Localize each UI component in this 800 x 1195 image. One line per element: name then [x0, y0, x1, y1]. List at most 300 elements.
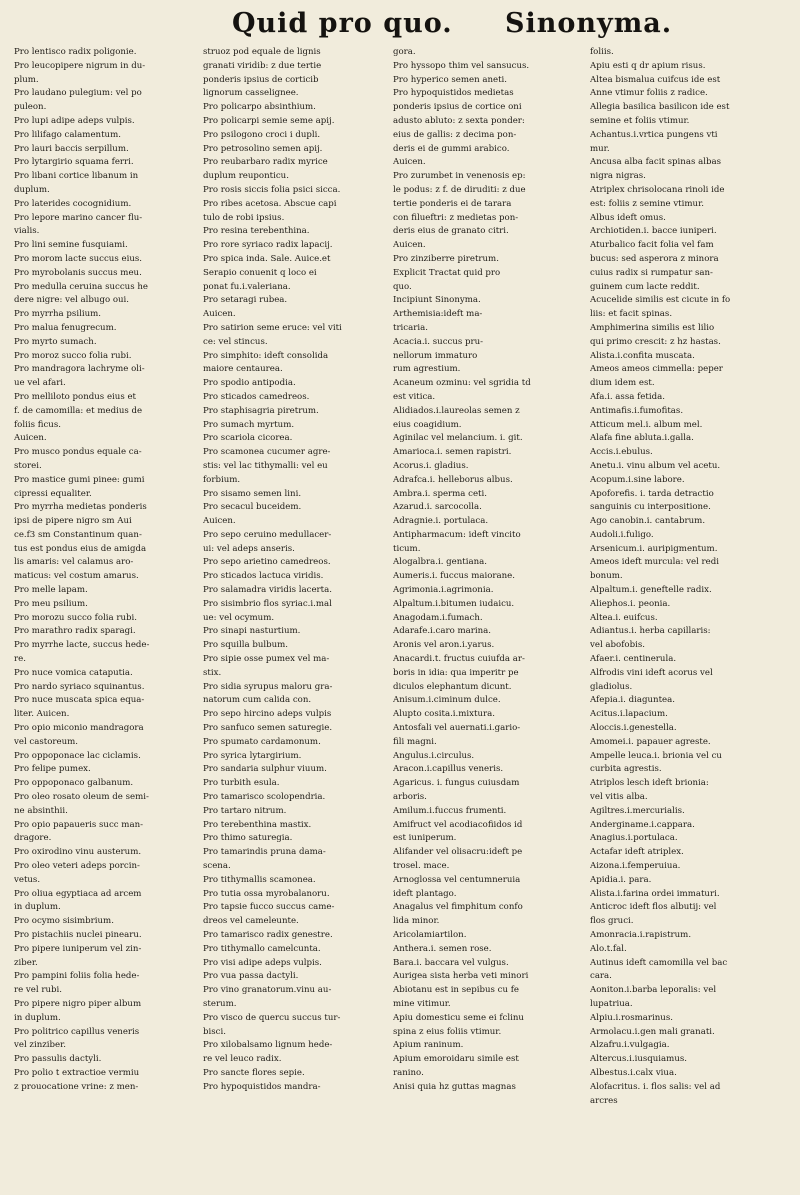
text-line: dere nigre: vel albugo oui.: [14, 295, 130, 306]
text-line: Pro myrrha medietas ponderis: [14, 502, 147, 513]
text-line: Auicen.: [203, 309, 236, 320]
text-line: Pro ocymo sisimbrium.: [14, 916, 114, 927]
text-line: stix.: [203, 667, 222, 678]
text-line: Pro visco de quercu succus tur-: [203, 1012, 341, 1023]
text-line: nellorum immaturo: [393, 350, 478, 361]
text-line: Pro myrrhe lacte, succus hede-: [14, 640, 150, 651]
text-line: vel vitis alba.: [590, 792, 648, 803]
text-line: ticum.: [393, 543, 421, 554]
text-line: forbium.: [203, 474, 241, 485]
text-line: Pro salamadra viridis lacerta.: [203, 585, 332, 596]
text-line: Afa.i. assa fetida.: [590, 391, 665, 402]
text-line: liis: et facit spinas.: [590, 309, 673, 320]
text-line: Atriplos lesch ideft brionia:: [590, 778, 709, 789]
text-line: foliis ficus.: [14, 419, 61, 430]
text-line: Archiotiden.i. bacce iuniperi.: [590, 226, 717, 237]
text-line: Amonracia.i.rapistrum.: [590, 930, 692, 940]
text-line: mur.: [590, 143, 610, 154]
text-line: Alista.i.farina ordei immaturi.: [590, 888, 720, 899]
text-line: Pro sticados camedreos.: [203, 391, 310, 402]
text-line: ranino.: [393, 1067, 424, 1078]
text-line: dreos vel cameleunte.: [203, 916, 299, 927]
text-line: Pro sisamo semen lini.: [203, 488, 302, 499]
text-line: re vel leuco radix.: [203, 1054, 282, 1065]
text-line: Angulus.i.circulus.: [393, 750, 475, 761]
running-head-left: Quid pro quo.: [232, 8, 453, 39]
text-line: tertie ponderis ei de tarara: [393, 198, 512, 209]
text-line: Auicen.: [14, 433, 47, 444]
text-line: ideft plantago.: [393, 888, 457, 899]
text-line: Pro myrrha psilium.: [14, 309, 101, 320]
text-line: Afepia.i. diaguntea.: [590, 695, 675, 706]
text-line: maiore centaurea.: [203, 364, 283, 375]
text-line: Pro spica inda. Sale. Auice.et: [203, 253, 331, 264]
text-line: quo.: [393, 281, 412, 292]
text-line: Pro sipie osse pumex vel ma-: [203, 654, 330, 665]
text-line: Pro melle lapam.: [14, 585, 88, 596]
text-line: Pro musco pondus equale ca-: [14, 447, 142, 458]
text-line: Alpiu.i.rosmarinus.: [590, 1012, 673, 1023]
text-line: re vel rubi.: [14, 985, 62, 996]
text-line: Aizona.i.femperuiua.: [590, 861, 681, 872]
text-line: mine vitimur.: [393, 998, 451, 1009]
text-line: ue vel afari.: [14, 378, 66, 389]
text-line: Acaneum ozminu: vel sgridia td: [393, 378, 531, 389]
text-line: granati viridib: z due tertie: [203, 60, 322, 71]
text-line: Pro moroz succo folia rubi.: [14, 350, 132, 361]
text-line: Pro lentisco radix poligonie.: [14, 47, 137, 57]
text-line: in duplum.: [14, 902, 61, 913]
text-line: arboris.: [393, 792, 427, 803]
text-line: Atriplex chrisolocana rinoli ide: [590, 184, 725, 195]
text-line: Anthera.i. semen rose.: [393, 943, 492, 954]
text-line: cara.: [590, 971, 612, 982]
text-line: Pro pipere iuniperum vel zin-: [14, 943, 142, 954]
text-line: Ampelle leuca.i. brionia vel cu: [590, 750, 722, 761]
text-line: Pro tamarindis pruna dama-: [203, 847, 326, 858]
text-line: sterum.: [203, 998, 237, 1009]
text-line: Pro policarpi semie seme apij.: [203, 115, 335, 126]
text-line: Pro hypoquistidos mandra-: [203, 1081, 321, 1092]
text-line: Pro opio miconio mandragora: [14, 723, 144, 734]
text-line: Agaricus. i. fungus cuiusdam: [393, 778, 520, 789]
text-line: Acucelide similis est cicute in fo: [590, 295, 731, 306]
text-line: Pro morom lacte succus eius.: [14, 253, 142, 264]
text-line: Pro laterides cocognidium.: [14, 198, 132, 209]
text-line: Apidia.i. para.: [590, 874, 652, 885]
text-line: Pro staphisagria piretrum.: [203, 405, 319, 416]
text-line: Auicen.: [393, 240, 426, 251]
text-line: Pro tutia ossa myrobalanoru.: [203, 888, 330, 899]
text-line: Aumeris.i. fuccus maiorane.: [393, 571, 515, 582]
text-line: Pro lepore marino cancer flu-: [14, 212, 143, 223]
text-line: Pro opio papaueris succ man-: [14, 819, 144, 830]
text-line: Amphimerina similis est lilio: [590, 322, 715, 333]
text-line: Pro scamonea cucumer agre-: [203, 447, 331, 458]
text-line: Adiantus.i. herba capillaris:: [590, 626, 711, 637]
text-line: bucus: sed asperora z minora: [590, 253, 719, 264]
text-line: Acopum.i.sine labore.: [590, 474, 685, 485]
text-line: Auicen.: [203, 516, 236, 527]
text-line: Pro tartaro nitrum.: [203, 805, 287, 816]
text-line: spina z eius foliis vtimur.: [393, 1026, 502, 1037]
text-line: Adragnie.i. portulaca.: [393, 516, 489, 527]
text-line: Audoli.i.fuligo.: [590, 529, 654, 540]
text-line: Pro xilobalsamo lignum hede-: [203, 1040, 333, 1051]
running-head-right: Sinonyma.: [505, 8, 673, 39]
text-line: bonum.: [590, 571, 623, 582]
text-line: lupatriua.: [590, 998, 633, 1009]
text-line: Pro morozu succo folia rubi.: [14, 612, 138, 623]
text-line: ponderis ipsius de corticib: [203, 74, 319, 85]
text-line: ipsi de pipere nigro sm Aui: [14, 516, 132, 527]
text-line: Autinus ideft camomilla vel bac: [590, 957, 728, 968]
text-line: ue: vel ocymum.: [203, 612, 275, 623]
text-line: Anticroc ideft flos albutij: vel: [590, 902, 717, 913]
text-line: est iuniperum.: [393, 833, 457, 844]
text-line: Pro melliloto pondus eius et: [14, 391, 136, 402]
text-line: est: foliis z semine vtimur.: [590, 198, 704, 209]
text-line: gladiolus.: [590, 681, 633, 692]
text-column-2: [203, 46, 381, 1186]
text-line: Aturbalico facit folia vel fam: [590, 240, 714, 251]
text-line: Altea.i. euifcus.: [590, 612, 658, 623]
text-column-1: [14, 46, 192, 1186]
text-line: Pro hypoquistidos medietas: [393, 88, 514, 99]
text-line: plum.: [14, 74, 39, 85]
text-line: struoz pod equale de lignis: [203, 47, 321, 57]
text-line: Afaer.i. centinerula.: [590, 654, 677, 665]
text-line: Allegia basilica basilicon ide est: [590, 102, 730, 113]
text-line: dragore.: [14, 833, 52, 844]
text-line: Azarud.i. sarcocolla.: [393, 502, 482, 513]
text-line: ne absinthii.: [14, 805, 68, 816]
text-line: Albestus.i.calx viua.: [590, 1067, 677, 1078]
text-line: Pro ribes acetosa. Abscue capi: [203, 198, 337, 209]
text-line: Pro leucopipere nigrum in du-: [14, 60, 146, 71]
text-line: tricaria.: [393, 322, 428, 333]
text-line: Aginilac vel melancium. i. git.: [393, 433, 523, 444]
text-line: Pro reubarbaro radix myrice: [203, 157, 328, 168]
text-line: nigra nigras.: [590, 171, 646, 182]
text-line: Agiltres.i.mercurialis.: [590, 805, 685, 816]
text-line: Apiu esti q dr apium risus.: [590, 60, 706, 71]
text-line: Altercus.i.iusquiamus.: [590, 1054, 687, 1065]
text-line: Pro visi adipe adeps vulpis.: [203, 957, 322, 968]
text-line: Alifander vel olisacru:ideft pe: [393, 847, 523, 858]
text-line: Alista.i.confita muscata.: [590, 350, 695, 361]
text-line: deris ei de gummi arabico.: [393, 143, 510, 154]
text-line: Pro oleo veteri adeps porcin-: [14, 861, 140, 872]
text-line: Pro sumach myrtum.: [203, 419, 295, 430]
text-line: Anderginame.i.cappara.: [590, 819, 695, 830]
text-line: tus est pondus eius de amigda: [14, 543, 147, 554]
text-line: Pro meu psilium.: [14, 598, 88, 609]
text-line: Auicen.: [393, 157, 426, 168]
text-line: Pro syrica lytargirium.: [203, 750, 302, 761]
text-line: Pro sancte flores sepie.: [203, 1067, 305, 1078]
text-line: scena.: [203, 861, 231, 872]
text-line: Pro myrobolanis succus meu.: [14, 267, 142, 278]
text-line: Pro sepo arietino camedreos.: [203, 557, 331, 568]
text-line: stis: vel lac tithymalli: vel eu: [203, 460, 328, 471]
text-line: Alidiados.i.laureolas semen z: [393, 405, 520, 416]
text-line: Apium emoroidaru simile est: [393, 1054, 519, 1065]
text-line: Apium raninum.: [393, 1040, 464, 1051]
text-line: Alogalbra.i. gentiana.: [393, 557, 488, 568]
text-line: le podus: z f. de diruditi: z due: [393, 184, 526, 195]
text-line: Pro tamarisco radix genestre.: [203, 930, 333, 940]
text-line: lis amaris: vel calamus aro-: [14, 557, 134, 568]
text-line: con filueftri: z medietas pon-: [393, 212, 519, 223]
text-line: gora.: [393, 47, 416, 57]
text-line: cipressi equaliter.: [14, 488, 92, 499]
text-line: Pro passulis dactyli.: [14, 1054, 102, 1065]
text-line: Pro mandragora lachryme oli-: [14, 364, 145, 375]
text-line: maticus: vel costum amarus.: [14, 571, 139, 582]
text-line: Amomei.i. papauer agreste.: [590, 736, 711, 747]
text-line: Pro tithymallo camelcunta.: [203, 943, 321, 954]
text-line: Pro libani cortice libanum in: [14, 171, 139, 182]
text-line: Antimafis.i.fumofitas.: [590, 405, 684, 416]
text-line: liter. Auicen.: [14, 709, 70, 720]
text-line: Pro squilla bulbum.: [203, 640, 289, 651]
text-columns: [0, 46, 800, 1186]
text-line: Pro hyperico semen aneti.: [393, 74, 508, 85]
text-line: ponat fu.i.valeriana.: [203, 281, 291, 292]
text-line: ce.f3 sm Constantinum quan-: [14, 529, 142, 540]
text-line: Anisi quia hz guttas magnas: [393, 1081, 516, 1092]
text-line: deris eius de granato citri.: [393, 226, 509, 237]
text-line: Anetu.i. vinu album vel acetu.: [590, 460, 721, 471]
text-line: ponderis ipsius de cortice oni: [393, 102, 522, 113]
text-column-3: [393, 46, 578, 1186]
text-line: Pro scariola cicorea.: [203, 433, 293, 444]
text-line: curbita agrestis.: [590, 764, 662, 775]
text-line: Achantus.i.vrtica pungens vti: [590, 129, 718, 140]
text-line: Pro laudano pulegium: vel po: [14, 88, 142, 99]
text-line: Alpaltum.i.bitumen iudaicu.: [393, 598, 515, 609]
text-line: trosel. mace.: [393, 861, 450, 872]
text-line: guinem cum lacte reddit.: [590, 281, 700, 292]
text-line: Pro sticados lactuca viridis.: [203, 571, 324, 582]
text-line: diculos elephantum dicunt.: [393, 681, 512, 692]
text-line: Aliephos.i. peonia.: [590, 598, 671, 609]
text-line: natorum cum calida con.: [203, 695, 312, 706]
text-line: Ambra.i. sperma ceti.: [393, 488, 487, 499]
text-line: ui: vel adeps anseris.: [203, 543, 295, 554]
text-line: Pro hyssopo thim vel sansucus.: [393, 60, 530, 71]
text-line: Bara.i. baccara vel vulgus.: [393, 957, 509, 968]
text-line: Aurigea sista herba veti minori: [393, 971, 529, 982]
text-line: Pro simphito: ideft consolida: [203, 350, 329, 361]
text-line: dium idem est.: [590, 378, 655, 389]
text-line: Pro tapsie fucco succus came-: [203, 902, 335, 913]
text-line: z prouocatione vrine: z men-: [14, 1081, 139, 1092]
text-line: Pro oppoponaco galbanum.: [14, 778, 134, 789]
text-line: Arsenicum.i. auripigmentum.: [590, 543, 718, 554]
text-line: foliis.: [590, 47, 614, 57]
text-line: Pro mastice gumi pinee: gumi: [14, 474, 145, 485]
text-line: Pro zurumbet in venenosis ep:: [393, 171, 526, 182]
text-line: Pro resina terebenthina.: [203, 226, 310, 237]
text-line: Ago canobin.i. cantabrum.: [590, 516, 706, 527]
text-line: Alfrodis vini ideft acorus vel: [590, 667, 713, 678]
text-line: Pro secacul buceidem.: [203, 502, 302, 513]
text-line: Pro marathro radix sparagi.: [14, 626, 136, 637]
text-line: Pro oxirodino vinu austerum.: [14, 847, 142, 858]
text-line: Alofacritus. i. flos salis: vel ad: [590, 1081, 721, 1092]
text-line: Pro sisimbrio flos syriac.i.mal: [203, 598, 332, 609]
text-line: in duplum.: [14, 1012, 61, 1023]
text-line: Albus ideft omus.: [590, 212, 666, 223]
text-line: Atticum mel.i. album mel.: [590, 419, 703, 430]
text-line: eius de gallis: z decima pon-: [393, 129, 517, 140]
text-line: Alafa fine abluta.i.galla.: [590, 433, 694, 444]
text-line: tulo de robi ipsius.: [203, 212, 285, 223]
text-line: puleon.: [14, 102, 47, 113]
text-line: Alpaltum.i. geneftelle radix.: [590, 585, 712, 596]
text-line: Antipharmacum: ideft vincito: [393, 529, 521, 540]
text-line: Acitus.i.lapacium.: [590, 709, 668, 720]
text-line: est vitica.: [393, 391, 436, 402]
text-line: Pro medulla ceruina succus he: [14, 281, 148, 292]
text-line: lida minor.: [393, 916, 440, 927]
text-line: Acacia.i. succus pru-: [393, 336, 484, 347]
text-line: Pro tithymallis scamonea.: [203, 874, 316, 885]
text-line: rum agrestium.: [393, 364, 461, 375]
text-line: re.: [14, 654, 26, 665]
text-line: vialis.: [14, 226, 40, 237]
text-line: Serapio conuenit q loco ei: [203, 267, 317, 278]
text-line: sanguinis cu interpositione.: [590, 502, 711, 513]
text-line: Pro oppoponace lac ciclamis.: [14, 750, 141, 761]
text-line: Abiotanu est in sepibus cu fe: [393, 985, 519, 996]
text-line: Acorus.i. gladius.: [393, 460, 469, 471]
text-line: Pro malua fenugrecum.: [14, 322, 117, 333]
text-line: ce: vel stincus.: [203, 336, 268, 347]
text-line: Pro rosis siccis folia psici sicca.: [203, 184, 341, 195]
text-line: Pro vino granatorum.vinu au-: [203, 985, 332, 996]
text-line: vel abofobis.: [590, 640, 645, 651]
text-line: Pro setaragi rubea.: [203, 295, 288, 306]
text-line: Amilum.i.fuccus frumenti.: [393, 805, 507, 816]
text-line: eius coagidium.: [393, 419, 462, 430]
text-line: Pro spumato cardamonum.: [203, 736, 321, 747]
text-line: Ameos ideft murcula: vel redi: [590, 557, 719, 568]
text-line: cuius radix si rumpatur san-: [590, 267, 713, 278]
text-line: Pro oliua egyptiaca ad arcem: [14, 888, 142, 899]
text-line: Pro rore syriaco radix lapacij.: [203, 240, 333, 251]
text-line: vetus.: [14, 874, 41, 885]
text-line: vel zinziber.: [14, 1040, 66, 1051]
text-line: arcres: [590, 1095, 618, 1106]
text-line: storei.: [14, 460, 42, 471]
text-line: Pro sidia syrupus maloru gra-: [203, 681, 333, 692]
text-line: Aracon.i.capillus veneris.: [393, 764, 504, 775]
text-line: Antosfali vel auernati.i.gario-: [393, 723, 521, 734]
text-line: Pro polio t extractioe vermiu: [14, 1067, 140, 1078]
text-line: Arthemisia:ideft ma-: [393, 309, 483, 320]
text-line: semine et foliis vtimur.: [590, 115, 690, 126]
text-line: Pro politrico capillus veneris: [14, 1026, 140, 1037]
text-line: Pro lini semine fusquiami.: [14, 240, 128, 251]
text-line: ziber.: [14, 957, 38, 968]
text-line: Accis.i.ebulus.: [590, 447, 653, 458]
text-line: Pro vua passa dactyli.: [203, 971, 299, 982]
text-line: Pro policarpo absinthium.: [203, 102, 316, 113]
text-line: Amifruct vel acodiacofiidos id: [393, 819, 523, 830]
text-line: f. de camomilla: et medius de: [14, 405, 143, 416]
text-line: Pro pipere nigro piper album: [14, 998, 142, 1009]
text-line: Adrafca.i. helleborus albus.: [393, 474, 513, 485]
text-line: Pro zinziberre piretrum.: [393, 253, 499, 264]
text-line: Pro myrto sumach.: [14, 336, 97, 347]
text-line: Pro sepo hircino adeps vulpis: [203, 709, 332, 720]
text-line: Pro lilifago calamentum.: [14, 129, 121, 140]
text-line: Aricolamiartilon.: [393, 930, 467, 940]
text-line: Pro lauri baccis serpillum.: [14, 143, 129, 154]
text-line: Adarafe.i.caro marina.: [393, 626, 492, 637]
text-line: Altea bismalua cuifcus ide est: [590, 74, 721, 85]
text-line: bisci.: [203, 1026, 226, 1037]
text-line: lignorum casselignee.: [203, 88, 299, 99]
text-line: adusto abluto: z sexta ponder:: [393, 115, 525, 126]
text-line: Anacardi.t. fructus cuiufda ar-: [393, 654, 525, 665]
text-line: duplum.: [14, 184, 50, 195]
text-line: Anagius.i.portulaca.: [590, 833, 678, 844]
text-line: flos gruci.: [590, 916, 634, 927]
text-line: qui primo crescit: z hz hastas.: [590, 336, 721, 347]
text-line: Pro nuce vomica cataputia.: [14, 667, 133, 678]
text-line: Pro sanfuco semen saturegie.: [203, 723, 333, 734]
text-line: Pro spodio antipodia.: [203, 378, 296, 389]
text-line: Pro sepo ceruino medullacer-: [203, 529, 332, 540]
text-line: Alzafru.i.vulgagia.: [590, 1040, 670, 1051]
text-line: Anisum.i.ciminum dulce.: [393, 695, 501, 706]
text-line: Anagodam.i.fumach.: [393, 612, 483, 623]
text-line: Pro terebenthina mastix.: [203, 819, 312, 830]
text-line: Pro satirion seme eruce: vel viti: [203, 322, 342, 333]
text-line: Aoniton.i.barba leporalis: vel: [590, 985, 717, 996]
text-line: duplum reuponticu.: [203, 171, 289, 182]
text-line: boris in idia: qua imperitr pe: [393, 667, 519, 678]
text-line: Amarioca.i. semen rapistri.: [393, 447, 512, 458]
text-line: Pro lupi adipe adeps vulpis.: [14, 115, 135, 126]
text-line: Alupto cosita.i.mixtura.: [393, 709, 495, 720]
text-line: fili magni.: [393, 736, 437, 747]
text-line: Pro lytargirio squama ferri.: [14, 157, 134, 168]
text-line: Aronis vel aron.i.yarus.: [393, 640, 495, 651]
text-line: Pro felipe pumex.: [14, 764, 91, 775]
text-line: Arnoglossa vel centumneruia: [393, 874, 521, 885]
text-line: Pro nuce muscata spica equa-: [14, 695, 145, 706]
text-line: Pro pampini foliis folia hede-: [14, 971, 140, 982]
text-line: Pro sinapi nasturtium.: [203, 626, 301, 637]
text-line: Armolacu.i.gen mali granati.: [590, 1026, 715, 1037]
text-line: vel castoreum.: [14, 736, 79, 747]
text-line: Pro sandaria sulphur viuum.: [203, 764, 327, 775]
text-line: Pro thimo saturegia.: [203, 833, 293, 844]
text-line: Apiu domesticu seme ei fclinu: [393, 1012, 524, 1023]
text-line: Pro oleo rosato oleum de semi-: [14, 792, 149, 803]
text-line: Agrimonia.i.agrimonia.: [393, 585, 494, 596]
text-line: Pro petrosolino semen apij.: [203, 143, 323, 154]
text-line: Pro psilogono croci i dupli.: [203, 129, 321, 140]
text-line: Pro nardo syriaco squinantus.: [14, 681, 145, 692]
text-line: Anagalus vel fimphitum confo: [393, 902, 523, 913]
text-line: Anne vtimur foliis z radice.: [590, 88, 708, 99]
